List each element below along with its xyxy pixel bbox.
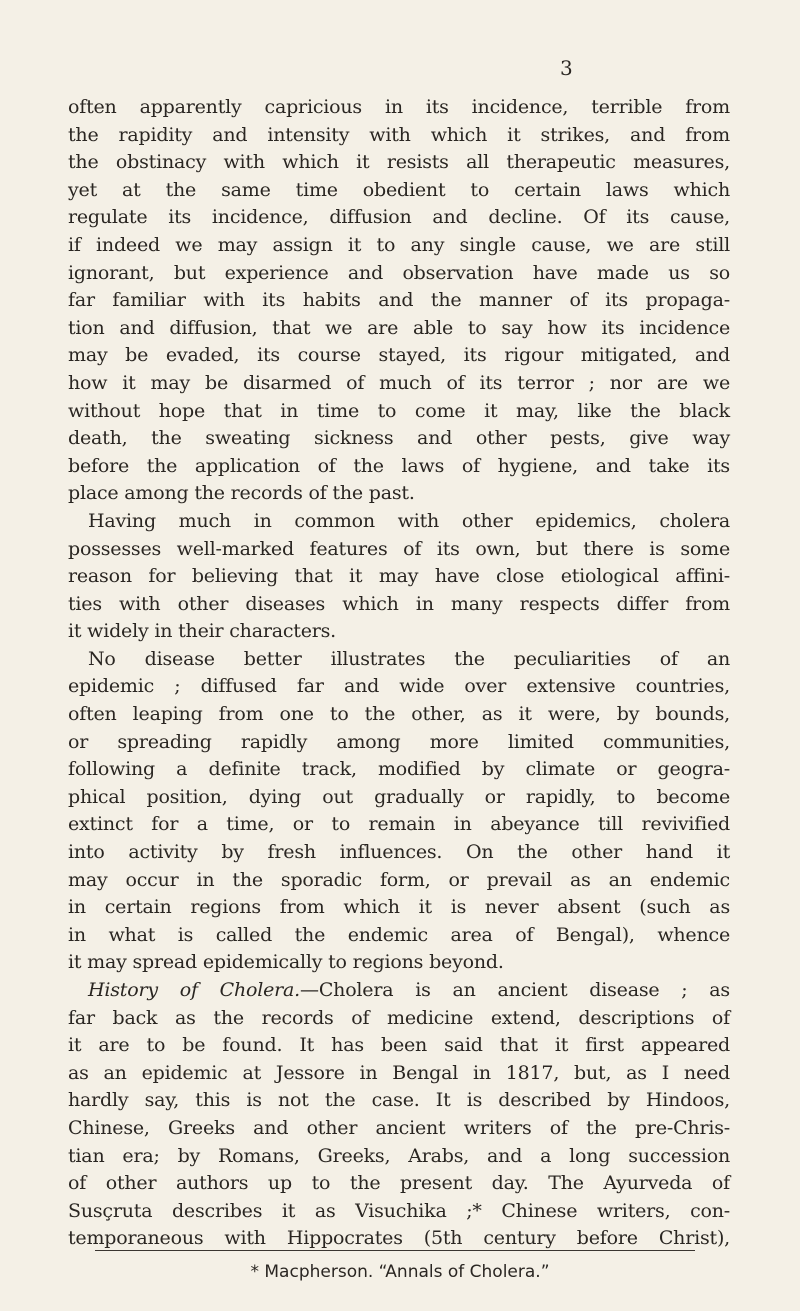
text-line: without hope that in time to come it may, like the black <box>68 399 730 422</box>
text-line: far back as the records of medicine extend, descriptions of <box>68 1006 730 1029</box>
text-line: tian era; by Romans, Greeks, Arabs, and a long succession <box>68 1144 730 1167</box>
text-line: temporaneous with Hippocrates (5th century before Christ), <box>68 1227 730 1250</box>
text-line: death, the sweating sickness and other pests, give way <box>68 427 730 450</box>
text-line: of other authors up to the present day. The Ayurveda of <box>68 1172 730 1195</box>
text-line: Having much in common with other epidemics, cholera <box>88 509 730 532</box>
text-line: ignorant, but experience and observation have made us so <box>68 261 730 284</box>
text-line: it widely in their characters. <box>68 620 337 643</box>
section-heading: History of Cholera. <box>88 979 301 1001</box>
text-line: may occur in the sporadic form, or prevail as an endemic <box>68 868 730 891</box>
text-line: possesses well-marked features of its own, but there is some <box>68 537 730 560</box>
text-line: before the application of the laws of hygiene, and take its <box>68 454 730 477</box>
text-line: as an epidemic at Jessore in Bengal in 1817, but, as I need <box>68 1061 730 1084</box>
text-line: the rapidity and intensity with which it strikes, and from <box>68 123 730 146</box>
text-line: if indeed we may assign it to any single cause, we are still <box>68 233 730 256</box>
text-line: it may spread epidemically to regions beyond. <box>68 951 504 974</box>
text-line: No disease better illustrates the peculiarities of an <box>88 647 730 670</box>
text-line: the obstinacy with which it resists all therapeutic measures, <box>68 151 730 174</box>
text-line: ties with other diseases which in many respects differ from <box>68 592 730 615</box>
text-line: often apparently capricious in its incidence, terrible from <box>68 96 730 118</box>
section-heading-text: —Cholera is an ancient disease ; as <box>300 979 730 1001</box>
text-line: reason for believing that it may have close etiological affini- <box>68 565 730 588</box>
text-line: Susçruta describes it as Visuchika ;* Chinese writers, con- <box>68 1199 730 1222</box>
text-line: place among the records of the past. <box>68 482 415 505</box>
text-line: into activity by fresh influences. On the other hand it <box>68 841 730 864</box>
body-text <box>68 94 730 1253</box>
footnote-divider <box>95 1250 695 1251</box>
text-line: phical position, dying out gradually or rapidly, to become <box>68 785 730 808</box>
footnote: * Macpherson. “Annals of Cholera.” <box>250 1262 550 1282</box>
text-line: how it may be disarmed of much of its terror ; nor are we <box>68 371 730 394</box>
text-line: Chinese, Greeks and other ancient writers of the pre-Chris- <box>68 1116 730 1139</box>
page-number: 3 <box>560 56 573 80</box>
text-line: in what is called the endemic area of Bengal), whence <box>68 923 730 946</box>
section-heading-line <box>68 977 730 1005</box>
text-line: following a definite track, modified by climate or geogra- <box>68 758 730 781</box>
text-line: it are to be found. It has been said that it first appeared <box>68 1034 730 1057</box>
text-line: epidemic ; diffused far and wide over extensive countries, <box>68 675 730 698</box>
text-line: hardly say, this is not the case. It is described by Hindoos, <box>68 1089 730 1112</box>
text-line: regulate its incidence, diffusion and decline. Of its cause, <box>68 206 730 229</box>
text-line: or spreading rapidly among more limited communities, <box>68 730 730 753</box>
text-line: may be evaded, its course stayed, its rigour mitigated, and <box>68 344 730 367</box>
text-line: far familiar with its habits and the manner of its propaga- <box>68 289 730 312</box>
text-line: in certain regions from which it is never absent (such as <box>68 896 730 919</box>
text-line: yet at the same time obedient to certain laws which <box>68 178 730 201</box>
text-line: often leaping from one to the other, as it were, by bounds, <box>68 703 730 726</box>
text-line: extinct for a time, or to remain in abeyance till revivified <box>68 813 730 836</box>
text-line: tion and diffusion, that we are able to say how its incidence <box>68 316 730 339</box>
